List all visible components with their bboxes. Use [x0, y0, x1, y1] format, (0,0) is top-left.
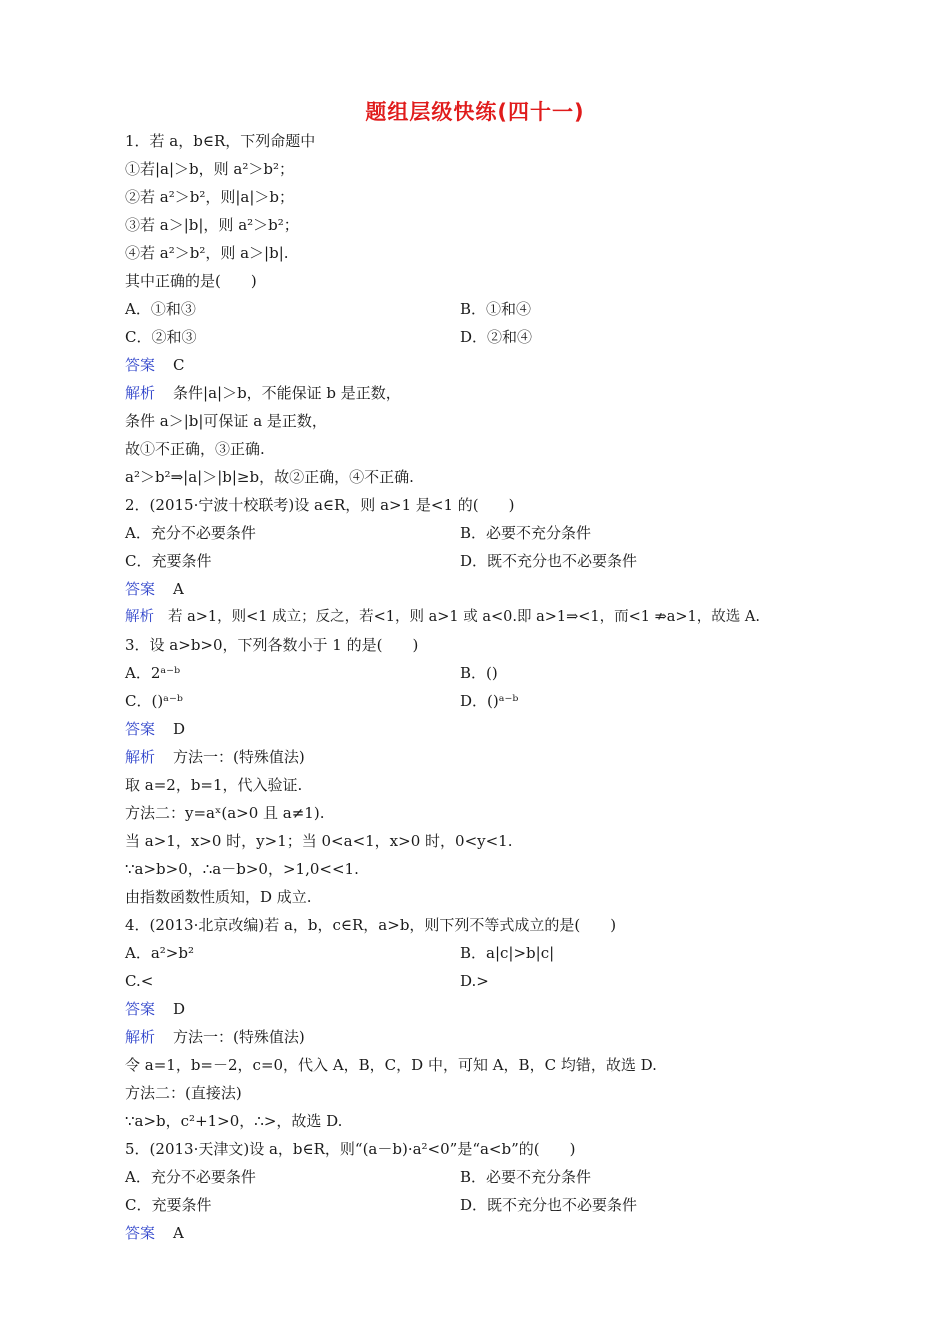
q5-answer [125, 1223, 184, 1243]
q4-analysis-3: 方法二：(直接法) [125, 1084, 242, 1102]
answer-value: A [173, 1224, 184, 1242]
q1-stem: 1．若 a，b∈R，下列命题中 [125, 132, 316, 150]
analysis-text: 条件|a|＞b，不能保证 b 是正数， [173, 384, 401, 402]
q3-option-b: B．() [460, 664, 498, 682]
q5-option-a: A．充分不必要条件 [125, 1168, 256, 1186]
q1-option-a: A．①和③ [125, 300, 196, 318]
q1-analysis-1 [125, 383, 401, 403]
analysis-label: 解析 [125, 748, 156, 766]
answer-label: 答案 [125, 1224, 156, 1242]
q3-analysis-1 [125, 747, 305, 767]
q5-option-d: D．既不充分也不必要条件 [460, 1196, 638, 1214]
q3-option-d: D．()ᵃ⁻ᵇ [460, 692, 519, 710]
analysis-text: 方法一：(特殊值法) [173, 1028, 305, 1046]
answer-label: 答案 [125, 580, 156, 598]
answer-label: 答案 [125, 1000, 156, 1018]
q4-option-b: B．a|c|>b|c| [460, 944, 555, 962]
q3-analysis-3: 方法二：y=aˣ(a>0 且 a≠1). [125, 804, 325, 822]
page-title: 题组层级快练(四十一) [365, 100, 585, 124]
answer-value: C [173, 356, 185, 374]
q3-option-a: A．2ᵃ⁻ᵇ [125, 664, 181, 682]
q1-proposition-4: ④若 a²＞b²，则 a＞|b|. [125, 244, 289, 262]
q1-proposition-2: ②若 a²＞b²，则|a|＞b； [125, 188, 294, 206]
q1-analysis-3: 故①不正确，③正确. [125, 440, 265, 458]
q4-answer [125, 999, 185, 1019]
q2-option-b: B．必要不充分条件 [460, 524, 592, 542]
q3-analysis-6: 由指数函数性质知，D 成立. [125, 888, 312, 906]
q1-ask: 其中正确的是( ) [125, 272, 257, 290]
q3-answer [125, 719, 185, 739]
q4-stem: 4．(2013·北京改编)若 a，b，c∈R，a>b，则下列不等式成立的是( ) [125, 916, 617, 934]
answer-label: 答案 [125, 720, 156, 738]
q5-option-b: B．必要不充分条件 [460, 1168, 592, 1186]
q3-option-c: C．()ᵃ⁻ᵇ [125, 692, 183, 710]
q1-option-c: C．②和③ [125, 328, 197, 346]
analysis-label: 解析 [125, 609, 154, 625]
q1-analysis-4: a²＞b²⇒|a|＞|b|≥b，故②正确，④不正确. [125, 468, 414, 486]
answer-value: A [173, 580, 184, 598]
q3-analysis-4: 当 a>1，x>0 时，y>1；当 0<a<1，x>0 时，0<y<1. [125, 832, 513, 850]
q1-analysis-2: 条件 a＞|b|可保证 a 是正数， [125, 412, 327, 430]
q2-option-d: D．既不充分也不必要条件 [460, 552, 638, 570]
q3-analysis-2: 取 a=2，b=1，代入验证. [125, 776, 303, 794]
analysis-text: 若 a>1，则<1 成立；反之，若<1，则 a>1 或 a<0.即 a>1⇒<1，而<1 ⇏a>1，故选 A. [168, 609, 760, 625]
q4-analysis-1 [125, 1027, 305, 1047]
analysis-label: 解析 [125, 384, 156, 402]
q4-option-d: D.> [460, 972, 489, 990]
q4-analysis-2: 令 a=1，b=－2，c=0，代入 A，B，C，D 中，可知 A，B，C 均错，故选 D. [125, 1056, 657, 1074]
answer-value: D [173, 720, 186, 738]
q2-option-a: A．充分不必要条件 [125, 524, 256, 542]
q2-analysis-1 [125, 607, 760, 627]
q1-proposition-1: ①若|a|＞b，则 a²＞b²； [125, 160, 294, 178]
answer-label: 答案 [125, 356, 156, 374]
answer-value: D [173, 1000, 186, 1018]
q1-option-b: B．①和④ [460, 300, 532, 318]
q5-stem: 5．(2013·天津文)设 a，b∈R，则“(a－b)·a²<0”是“a<b”的( ) [125, 1140, 576, 1158]
q2-option-c: C．充要条件 [125, 552, 212, 570]
q2-stem: 2．(2015·宁波十校联考)设 a∈R，则 a>1 是<1 的( ) [125, 496, 515, 514]
q3-stem: 3．设 a>b>0，下列各数小于 1 的是( ) [125, 636, 419, 654]
q5-option-c: C．充要条件 [125, 1196, 212, 1214]
q2-answer [125, 579, 184, 599]
q1-option-d: D．②和④ [460, 328, 533, 346]
q3-analysis-5: ∵a>b>0，∴a－b>0，>1,0<<1. [125, 860, 359, 878]
analysis-text: 方法一：(特殊值法) [173, 748, 305, 766]
q4-option-a: A．a²>b² [125, 944, 194, 962]
analysis-label: 解析 [125, 1028, 156, 1046]
q1-proposition-3: ③若 a＞|b|，则 a²＞b²； [125, 216, 299, 234]
q1-answer [125, 355, 185, 375]
q4-option-c: C.< [125, 972, 154, 990]
q4-analysis-4: ∵a>b，c²+1>0，∴>，故选 D. [125, 1112, 343, 1130]
